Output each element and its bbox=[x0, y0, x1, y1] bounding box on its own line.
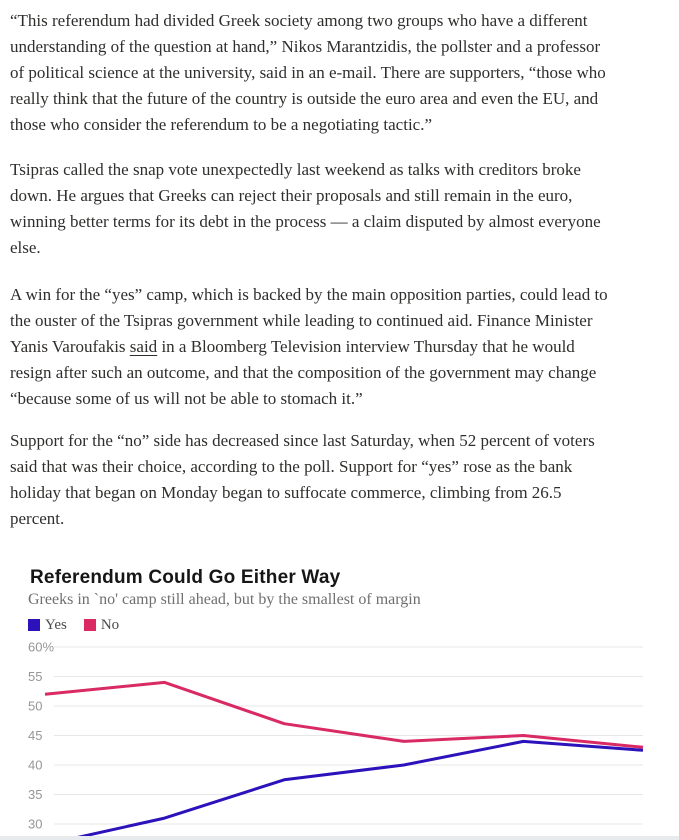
chart-title: Referendum Could Go Either Way bbox=[30, 567, 341, 588]
y-axis-label: 55 bbox=[28, 669, 43, 684]
article-paragraph bbox=[10, 428, 669, 532]
text-line: said that was their choice, according to the poll. Support for “yes” rose as the bank bbox=[10, 457, 573, 476]
text-line: A win for the “yes” camp, which is backed by the main opposition parties, could lead to bbox=[10, 285, 608, 304]
article-paragraph bbox=[10, 282, 669, 412]
text-line: percent. bbox=[10, 509, 65, 528]
text-line bbox=[10, 334, 669, 360]
said-link[interactable]: said bbox=[129, 337, 158, 356]
text-span: Yanis Varoufakis bbox=[10, 337, 130, 356]
legend-label-no: No bbox=[100, 616, 120, 633]
text-line: of political science at the university, said in an e-mail. There are supporters, “those who bbox=[10, 63, 606, 82]
bottom-edge-band bbox=[0, 836, 679, 840]
text-line: the ouster of the Tsipras government while leading to continued aid. Finance Minister bbox=[10, 311, 593, 330]
chart-legend bbox=[28, 617, 679, 633]
y-axis-label: 50 bbox=[28, 698, 43, 714]
article-paragraph bbox=[10, 8, 669, 138]
chart-subtitle: Greeks in `no' camp still ahead, but by the smallest of margin bbox=[28, 591, 421, 608]
text-line: else. bbox=[10, 238, 41, 257]
text-line: really think that the future of the country is outside the euro area and even the EU, and bbox=[10, 89, 599, 108]
legend-label-yes: Yes bbox=[45, 616, 67, 633]
text-line: resign after such an outcome, and that the composition of the government may change bbox=[10, 363, 597, 382]
text-line: holiday that began on Monday began to suffocate commerce, climbing from 26.5 bbox=[10, 483, 562, 502]
line-series-no bbox=[45, 682, 643, 747]
text-span: in a Bloomberg Television interview Thursday that he would bbox=[157, 337, 575, 356]
text-line: understanding of the question at hand,” Nikos Marantzidis, the pollster and a professor bbox=[10, 37, 601, 56]
text-line: winning better terms for its debt in the process — a claim disputed by almost everyone bbox=[10, 212, 601, 231]
y-axis-label: 35 bbox=[28, 787, 43, 802]
y-axis-label: 40 bbox=[28, 757, 43, 773]
text-line: Support for the “no” side has decreased since last Saturday, when 52 percent of voters bbox=[10, 431, 595, 450]
y-axis-label: 30 bbox=[28, 816, 43, 832]
legend-swatch-no bbox=[84, 619, 96, 631]
y-axis-label: 60% bbox=[28, 640, 55, 655]
text-line: those who consider the referendum to be a negotiating tactic.” bbox=[10, 115, 433, 134]
legend-item-yes bbox=[28, 617, 67, 634]
line-chart-plot bbox=[28, 640, 679, 840]
referendum-chart bbox=[28, 567, 679, 840]
text-line: down. He argues that Greeks can reject their proposals and still remain in the euro, bbox=[10, 186, 573, 205]
legend-item-no bbox=[84, 617, 119, 634]
y-axis-label: 45 bbox=[28, 728, 43, 743]
legend-swatch-yes bbox=[28, 619, 40, 631]
line-series-yes bbox=[45, 741, 643, 840]
text-line: “because some of us will not be able to stomach it.” bbox=[10, 389, 363, 408]
text-line: Tsipras called the snap vote unexpectedly last weekend as talks with creditors broke bbox=[10, 160, 581, 179]
article-paragraph bbox=[10, 157, 669, 261]
text-line: “This referendum had divided Greek society among two groups who have a different bbox=[10, 11, 588, 30]
